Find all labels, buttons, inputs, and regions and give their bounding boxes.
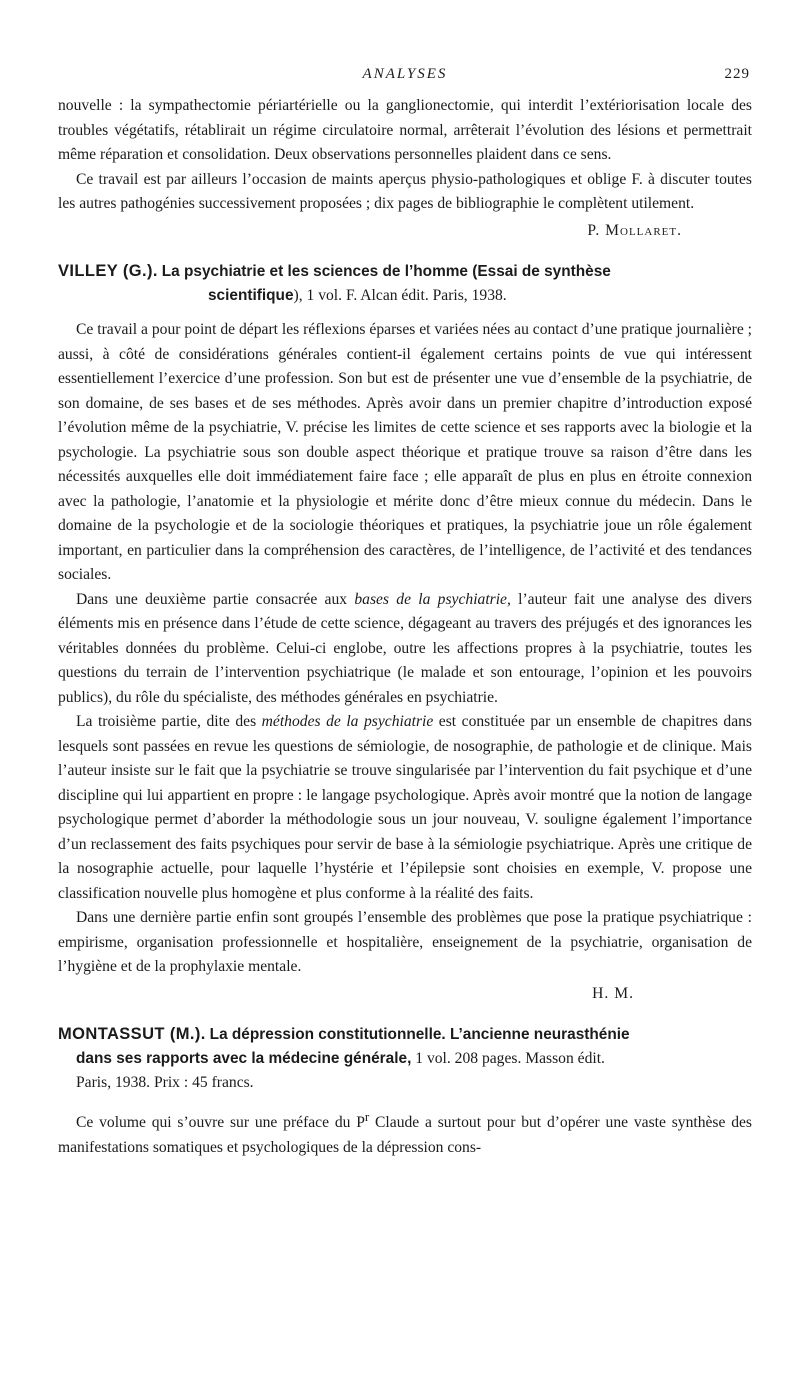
paragraph bbox=[58, 588, 752, 711]
text: Dans une deuxième partie consacrée aux bbox=[76, 590, 355, 608]
paragraph bbox=[58, 710, 752, 906]
review-title-cont: scientifique bbox=[208, 287, 294, 304]
text: Ce volume qui s’ouvre sur une préface du P bbox=[76, 1114, 365, 1132]
review-title: La psychiatrie et les sciences de l’homme (Essai de synthèse bbox=[161, 263, 611, 280]
review-pub-info: 1 vol. 208 pages. Masson édit. bbox=[411, 1050, 605, 1067]
review-author: VILLEY (G.). bbox=[58, 262, 158, 280]
superscript: r bbox=[364, 1109, 370, 1124]
review-pub-info: ), 1 vol. F. Alcan édit. Paris, 1938. bbox=[293, 287, 507, 304]
page-number: 229 bbox=[724, 66, 750, 82]
paragraph: nouvelle : la sympathectomie périartérielle ou la ganglionectomie, qui interdit l’extériorisation locale des troubles végétatifs, rétablirait un régime circulatoire normal, arrêterait l’évolution des lésions et permettrait même réparation et consolidation. Deux observations personnelles plaident dans ce sens. bbox=[58, 97, 752, 163]
paragraph: Ce travail a pour point de départ les réflexions éparses et variées nées au contact d’une pratique journalière ; aussi, à côté de considérations générales contient-il également certains points de vue qui intéressent essentiellement l’exercice d’une profession. Son but est de présenter une vue d’ensemble de la psychiatrie, de son domaine, de ses bases et de ses méthodes. Après avoir dans un premier chapitre d’introduction exposé l’évolution même de la psychiatrie, V. précise les limites de cette science et ses rapports avec la biologie et la psychologie. La psychiatrie sous son double aspect théorique et pratique trouve sa raison d’être dans les nécessités auxquelles elle doit immédiatement faire face ; elle apparaît de plus en plus en étroite connexion avec la pathologie, l’anatomie et la physiologie et mérite donc d’être mieux connue du médecin. Dans le domaine de la psychologie et de la sociologie théoriques et pratiques, la psychiatrie joue un rôle également important, en particulier dans la compréhension des caractères, de l’intelligence, de l’activité et des tendances sociales. bbox=[58, 321, 752, 583]
italic-text: méthodes de la psychiatrie bbox=[261, 713, 434, 730]
text: La troisième partie, dite des bbox=[76, 713, 262, 730]
running-title: ANALYSES bbox=[362, 66, 448, 82]
review-pub-info-line: Paris, 1938. Prix : 45 francs. bbox=[76, 1074, 254, 1091]
review-title: La dépression constitutionnelle. L’ancienne neurasthénie bbox=[209, 1026, 630, 1043]
signature: H. M. bbox=[592, 984, 634, 1002]
review-montassut bbox=[58, 1022, 752, 1160]
review-title-cont: dans ses rapports avec la médecine générale, bbox=[76, 1050, 412, 1067]
running-header bbox=[58, 62, 752, 90]
italic-text: bases de la psychiatrie, bbox=[354, 590, 511, 608]
text: est constituée par un ensemble de chapitres dans lesquels sont passées en revue les questions de sémiologie, de nosographie, de pathologie et de clinique. Mais l’auteur insiste sur le fait que la psychiatrie se trouve singularisée par l’intervention du fait psychique et d’une discipline qui lui appartient en propre : le langage psychologique. Après avoir montré que la notion de langage psychologique permet d’aborder la méthodologie sous un jour nouveau, V. souligne également l’importance d’un reclassement des faits psychiques pour servir de base à la sémiologie psychiatrique. Après une critique de la nosographie actuelle, pour laquelle l’hystérie et l’épilepsie sont choisies en exemple, V. propose une classification nouvelle plus homogène et plus conforme à la réalité des faits. bbox=[58, 713, 752, 902]
review-heading bbox=[58, 259, 752, 308]
paragraph: Ce travail est par ailleurs l’occasion de maints aperçus physio-pathologiques et oblige F. à discuter toutes les autres pathogénies successivement proposées ; dix pages de bibliographie le complètent utilement. bbox=[58, 170, 752, 212]
paragraph: Dans une dernière partie enfin sont groupés l’ensemble des problèmes que pose la pratique psychiatrique : empirisme, organisation professionnelle et hospitalière, enseignement de la psychiatrie, organisation de l’hygiène et de la prophylaxie mentale. bbox=[58, 909, 752, 975]
review-villey bbox=[58, 259, 752, 1006]
text: l’auteur fait une analyse des divers éléments mis en présence dans l’étude de cette science, dégageant au travers des préjugés et des ignorances les véritables données du problème. Celui-ci englobe, outre les affections propres à la psychiatrie, toutes les questions du terrain de l’intervention psychiatrique (le malade et son entourage, l’opinion et les pouvoirs publics), du rôle du spécialiste, des méthodes générales en psychiatrie. bbox=[58, 590, 752, 706]
review-heading bbox=[58, 1022, 752, 1095]
review-mollaret-tail bbox=[58, 94, 752, 243]
signature: P. Mollaret. bbox=[587, 221, 682, 239]
review-title-line2 bbox=[58, 1047, 752, 1071]
text: Claude a surtout pour but d’opérer une vaste synthèse des manifestations somatiques et psychologiques de la dépression cons- bbox=[58, 1114, 752, 1156]
review-title-line2 bbox=[58, 284, 752, 308]
review-author: MONTASSUT (M.). bbox=[58, 1025, 206, 1043]
paragraph bbox=[58, 1105, 752, 1160]
